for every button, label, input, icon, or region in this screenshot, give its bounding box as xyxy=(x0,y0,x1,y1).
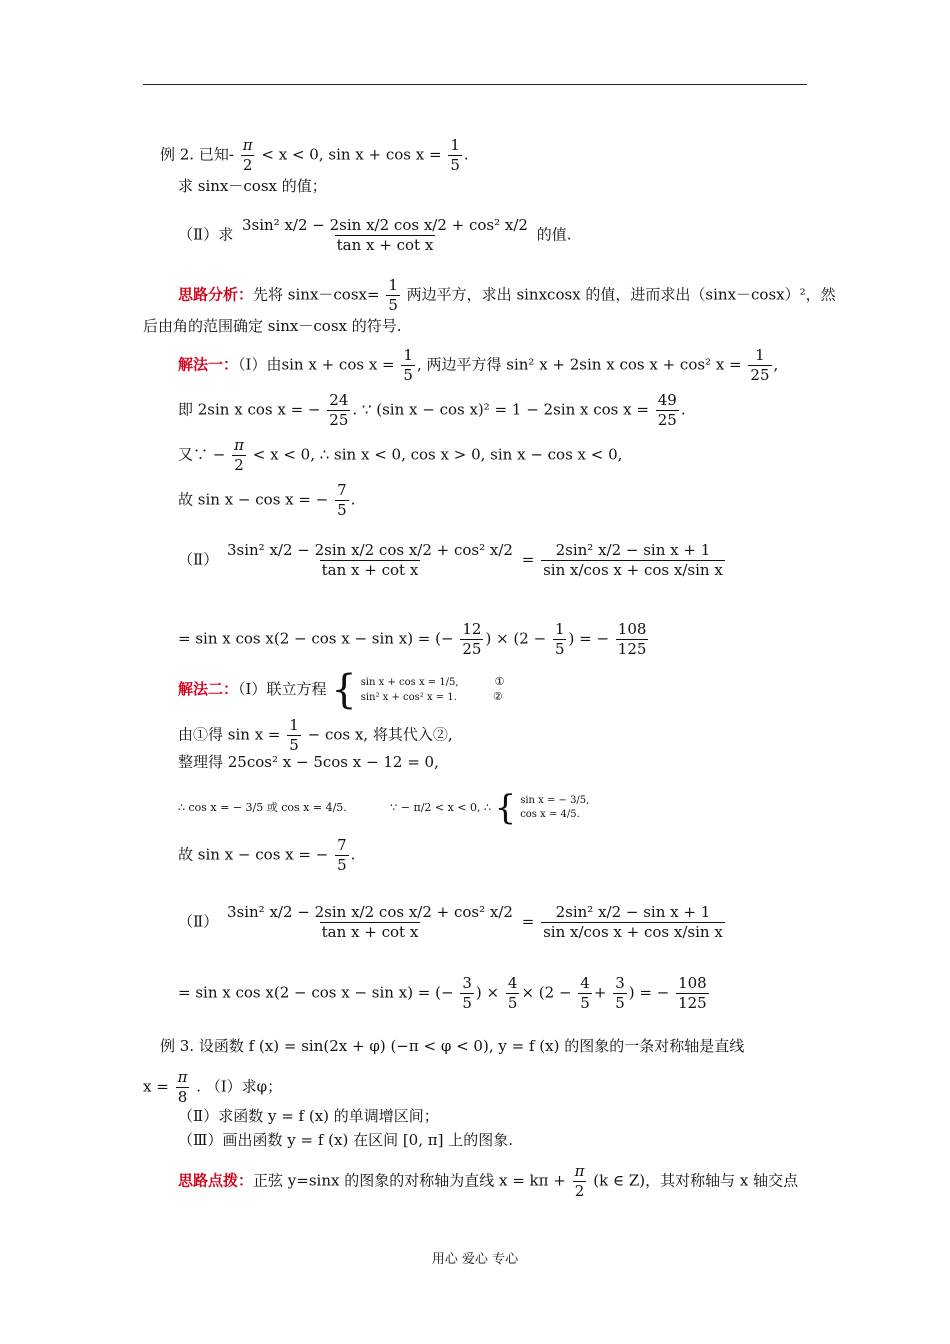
sol1-result: = sin x cos x(2 − cos x − sin x) = (− $\frac{12}{25}$ ) × (2 − $\frac{1}{5}$ ) = − $\frac{108}{125}$ xyxy=(178,620,647,658)
header-rule xyxy=(143,84,807,85)
sol1-line3: 又∵ − $\frac{\pi}{2}$ < x < 0, ∴ sin x < 0, cos x > 0, sin x − cos x < 0, xyxy=(178,436,623,474)
sol2-line2: 由①得 sin x = $\frac{1}{5}$ − cos x, 将其代入②, xyxy=(178,716,453,754)
ex2-q1: 求 sinx－cosx 的值； xyxy=(178,177,327,195)
analysis-line2: 后由角的范围确定 sinx－cosx 的符号. xyxy=(143,317,402,335)
ex3-line1: 例 3. 设函数 f (x) = sin(2x + φ) (−π < φ < 0), y = f (x) 的图象的一条对称轴是直线 xyxy=(160,1037,745,1055)
sol2-line4: ∴ cos x = − 3/5 或 cos x = 4/5. ∵ − π/2 < x < 0, ∴ { sin x = − 3/5, cos x = 4/5. xyxy=(178,788,590,828)
sol2-line3: 整理得 25cos² x − 5cos x − 12 = 0, xyxy=(178,753,439,771)
sol1-part2: （Ⅱ） $\frac{\text{3sin² x/2 − 2sin x/2 cos x/2 + cos² x/2}}{\text{tan x + cot x}}$ = $\frac{\text{2sin² x/2 − sin x + 1}}{\text{sin x/cos x + cos x/sin x}}$ xyxy=(178,541,723,579)
ex3-hint: 思路点拨：正弦 y=sinx 的图象的对称轴为直线 x = kπ + $\frac{\pi}{2}$ (k ∈ Z)，其对称轴与 x 轴交点 xyxy=(178,1162,799,1200)
sol1-line4: 故 sin x − cos x = − $\frac{7}{5}$ . xyxy=(178,481,356,519)
ex3-line2: x = $\frac{\pi}{8}$ . （Ⅰ）求φ； xyxy=(143,1068,283,1106)
analysis-line1: 思路分析：先将 sinx－cosx= $\frac{1}{5}$ 两边平方，求出 sinxcosx 的值，进而求出（sinx－cosx）²，然 xyxy=(178,276,836,314)
sol2-line5: 故 sin x − cos x = − $\frac{7}{5}$ . xyxy=(178,836,356,874)
ex2-q2: （Ⅱ）求 $\frac{\text{3sin² x/2 − 2sin x/2 cos x/2 + cos² x/2}}{\text{tan x + cot x}}$ 的值. xyxy=(178,216,572,254)
page-footer: 用心 爱心 专心 xyxy=(431,1252,519,1267)
ex3-line3: （Ⅱ）求函数 y = f (x) 的单调增区间； xyxy=(178,1107,439,1125)
sol1-line2: 即 2sin x cos x = − $\frac{24}{25}$ . ∵ (sin x − cos x)² = 1 − 2sin x cos x = $\frac{49}{25}$ . xyxy=(178,391,686,429)
sol2-part2: （Ⅱ） $\frac{\text{3sin² x/2 − 2sin x/2 cos x/2 + cos² x/2}}{\text{tan x + cot x}}$ = $\frac{\text{2sin² x/2 − sin x + 1}}{\text{sin x/cos x + cos x/sin x}}$ xyxy=(178,903,723,941)
ex3-line4: （Ⅲ）画出函数 y = f (x) 在区间 [0, π] 上的图象. xyxy=(178,1131,514,1149)
sol2-result: = sin x cos x(2 − cos x − sin x) = (− $\frac{3}{5}$ ) × $\frac{4}{5}$ × (2 − $\frac{4}{5}$ + $\frac{3}{5}$ ) = − $\frac{108}{125}$ xyxy=(178,974,707,1012)
ex2-given: 例 2. 已知- $\frac{\pi}{2}$ < x < 0, sin x + cos x = $\frac{1}{5}$ . xyxy=(160,136,469,174)
sol2-line1: 解法二：（Ⅰ）联立方程 { sin x + cos x = 1/5, ① sin² x + cos² x = 1. ② xyxy=(178,667,505,713)
sol1-line1: 解法一：（Ⅰ）由sin x + cos x = $\frac{1}{5}$ , 两边平方得 sin² x + 2sin x cos x + cos² x = $\frac{1}{25}$ , xyxy=(178,346,779,384)
